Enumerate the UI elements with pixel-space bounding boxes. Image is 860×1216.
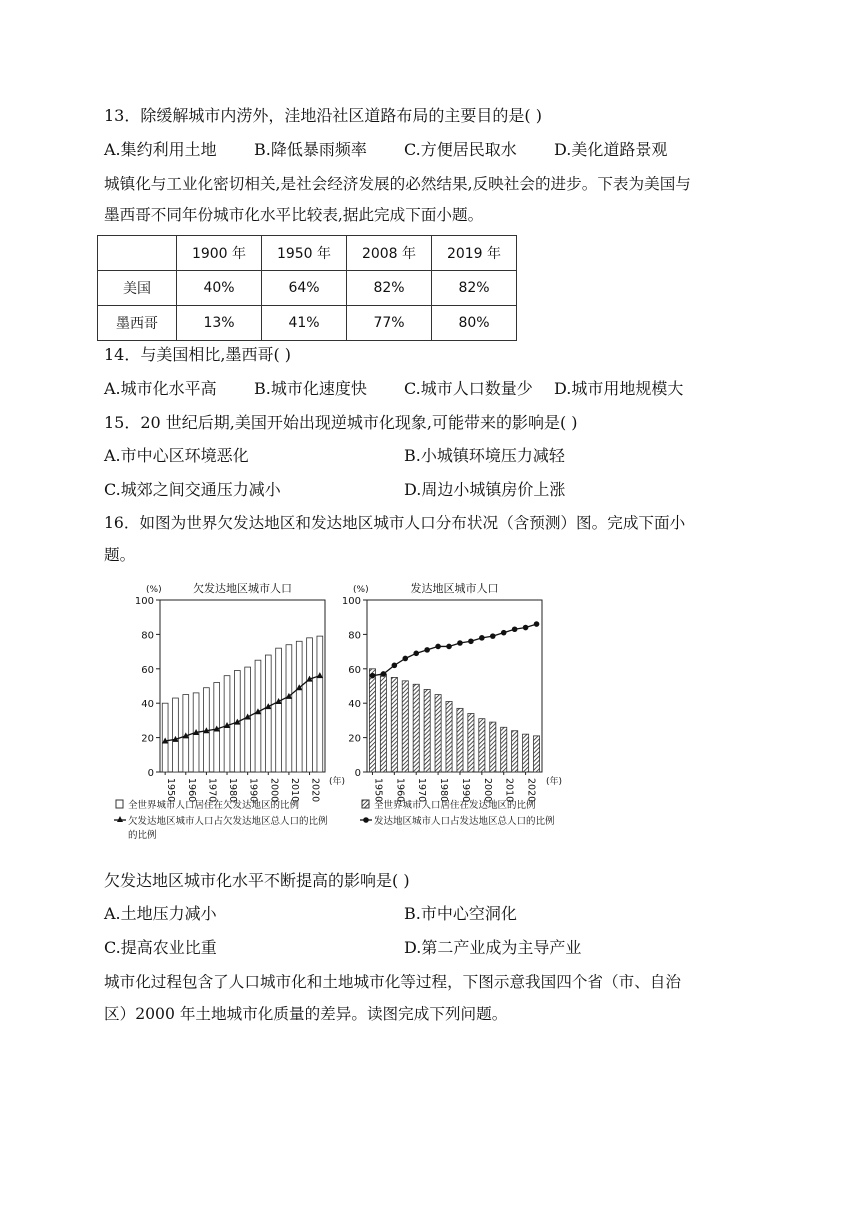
table-cell: 80% [432, 306, 517, 341]
intro-paragraph-1-line-2: 墨西哥不同年份城市化水平比较表,据此完成下面小题。 [104, 206, 484, 224]
bar [446, 701, 452, 772]
legend-label: 全世界城市人口居住在欠发达地区的比例 [128, 800, 300, 811]
bar [402, 681, 408, 772]
x-tick-label: 1980 [227, 778, 239, 803]
q15-option-c[interactable]: C.城郊之间交通压力减小 [104, 480, 281, 499]
bar [286, 645, 292, 772]
y-tick-label: 60 [141, 664, 154, 676]
q16-option-c[interactable]: C.提高农业比重 [104, 938, 217, 957]
x-tick-label: 1970 [206, 778, 218, 803]
table-cell: 77% [347, 306, 432, 341]
legend-swatch-open-bar [116, 800, 123, 808]
q13-option-a[interactable]: A.集约利用土地 [104, 140, 217, 159]
legend-swatch-hatched-bar [362, 800, 369, 808]
line-point [457, 640, 463, 646]
x-tick-label: 1950 [165, 778, 177, 803]
x-tick-label: 1950 [372, 778, 384, 803]
table-header-cell: 2008 年 [347, 236, 432, 271]
bar [391, 677, 397, 772]
table-header-cell [98, 236, 177, 271]
bar [490, 722, 496, 772]
y-tick-label: 80 [141, 630, 154, 642]
table-cell: 82% [432, 271, 517, 306]
line-point [381, 671, 387, 677]
bar [435, 695, 441, 772]
table-cell: 41% [262, 306, 347, 341]
q15-option-a[interactable]: A.市中心区环境恶化 [104, 446, 249, 465]
q16-intro-line-2: 题。 [104, 546, 136, 564]
table-header-cell: 1950 年 [262, 236, 347, 271]
bar [317, 636, 323, 772]
chart-legend [114, 799, 555, 841]
table-cell: 40% [177, 271, 262, 306]
line-point [413, 651, 419, 657]
x-tick-label: 2020 [525, 778, 537, 803]
y-tick-label: 100 [134, 596, 154, 607]
q15-option-d[interactable]: D.周边小城镇房价上涨 [404, 480, 566, 499]
line-point [370, 673, 376, 679]
line-point [501, 630, 507, 636]
urbanization-table [97, 235, 517, 341]
line-point [468, 638, 474, 644]
x-axis-unit-label: (年) [329, 777, 346, 787]
line-point [523, 625, 529, 631]
y-tick-label: 40 [348, 699, 361, 711]
bar [296, 641, 302, 772]
bar [307, 638, 313, 772]
q15-option-b[interactable]: B.小城镇环境压力减轻 [404, 446, 565, 465]
q14-option-d[interactable]: D.城市用地规模大 [554, 379, 684, 398]
bar [457, 708, 463, 772]
q14-option-c[interactable]: C.城市人口数量少 [404, 379, 533, 398]
table-row [98, 306, 517, 341]
q16-option-d[interactable]: D.第二产业成为主导产业 [404, 938, 582, 957]
urban-population-figure [110, 578, 610, 847]
q13-option-c[interactable]: C.方便居民取水 [404, 140, 517, 159]
table-header-cell: 1900 年 [177, 236, 262, 271]
legend-label: 全世界城市人口居住在发达地区的比例 [374, 800, 536, 811]
legend-label-continuation: 的比例 [128, 830, 157, 841]
y-tick-label: 100 [341, 596, 361, 607]
x-tick-label: 1990 [247, 778, 259, 803]
bar [255, 660, 261, 772]
intro-paragraph-1-line-1: 城镇化与工业化密切相关,是社会经济发展的必然结果,反映社会的进步。下表为美国与 [104, 175, 691, 193]
q13-option-b[interactable]: B.降低暴雨频率 [254, 140, 367, 159]
table-cell: 82% [347, 271, 432, 306]
legend-circle-marker [363, 817, 369, 823]
bar [479, 719, 485, 772]
bar [245, 667, 251, 772]
line-point [424, 647, 430, 653]
q16-option-a[interactable]: A.土地压力减小 [104, 904, 217, 923]
q13-option-d[interactable]: D.美化道路景观 [554, 140, 668, 159]
intro-paragraph-2-line-1: 城市化过程包含了人口城市化和土地城市化等过程，下图示意我国四个省（市、自治 [104, 973, 681, 991]
line-point [392, 663, 398, 669]
table-cell: 美国 [98, 271, 177, 306]
q16-option-b[interactable]: B.市中心空洞化 [404, 904, 517, 923]
x-tick-label: 2010 [503, 778, 515, 803]
x-tick-label: 2000 [481, 778, 493, 803]
y-tick-label: 60 [348, 664, 361, 676]
bar [512, 731, 518, 772]
y-tick-label: 80 [348, 630, 361, 642]
line-point [435, 644, 441, 650]
developed-regions-chart [342, 581, 562, 802]
x-tick-label: 2020 [309, 778, 321, 803]
bar [533, 736, 539, 772]
y-tick-label: 0 [354, 768, 361, 779]
bar [424, 689, 430, 772]
bar [468, 714, 474, 772]
table-cell: 13% [177, 306, 262, 341]
bar [265, 655, 271, 772]
chart-title: 发达地区城市人口 [410, 582, 499, 595]
bar [523, 734, 529, 772]
series-line [372, 624, 536, 676]
q14-option-a[interactable]: A.城市化水平高 [104, 379, 217, 398]
bar [413, 684, 419, 772]
y-tick-label: 40 [141, 699, 154, 711]
bar [369, 669, 375, 772]
q15-stem: 15．20 世纪后期,美国开始出现逆城市化现象,可能带来的影响是( ) [104, 413, 578, 432]
x-tick-label: 1980 [438, 778, 450, 803]
q16-stem: 欠发达地区城市化水平不断提高的影响是( ) [104, 871, 410, 890]
chart-title: 欠发达地区城市人口 [193, 582, 292, 595]
legend-triangle-marker [117, 816, 123, 822]
x-tick-label: 1960 [185, 778, 197, 803]
urban-population-charts [110, 578, 610, 843]
bar [173, 698, 179, 772]
line-point [402, 656, 408, 662]
q13-stem: 13．除缓解城市内涝外，洼地沿社区道路布局的主要目的是( ) [104, 106, 542, 125]
line-point [490, 633, 496, 639]
bar [501, 727, 507, 772]
x-tick-label: 1990 [459, 778, 471, 803]
table-header-cell: 2019 年 [432, 236, 517, 271]
legend-label: 欠发达地区城市人口占欠发达地区总人口的比例 [128, 816, 328, 827]
y-axis-unit-label: (%) [353, 585, 369, 595]
q16-intro-line-1: 16．如图为世界欠发达地区和发达地区城市人口分布状况（含预测）图。完成下面小 [104, 514, 686, 532]
x-tick-label: 1970 [416, 778, 428, 803]
y-tick-label: 20 [348, 733, 361, 745]
table-row [98, 271, 517, 306]
y-tick-label: 0 [147, 768, 154, 779]
bar [276, 648, 282, 772]
developing-regions-chart [135, 581, 345, 802]
table-header-row [98, 236, 517, 271]
q14-stem: 14．与美国相比,墨西哥( ) [104, 345, 292, 364]
y-tick-label: 20 [141, 733, 154, 745]
table-cell: 64% [262, 271, 347, 306]
x-axis-unit-label: (年) [546, 777, 563, 787]
y-axis-unit-label: (%) [146, 585, 162, 595]
bar [380, 674, 386, 772]
x-tick-label: 1960 [394, 778, 406, 803]
line-point [446, 644, 452, 650]
line-point [512, 626, 518, 632]
legend-label: 发达地区城市人口占发达地区总人口的比例 [374, 816, 555, 827]
line-point [479, 635, 485, 641]
line-point [534, 621, 540, 627]
x-tick-label: 2010 [288, 778, 300, 803]
table-cell: 墨西哥 [98, 306, 177, 341]
q14-option-b[interactable]: B.城市化速度快 [254, 379, 367, 398]
intro-paragraph-2-line-2: 区）2000 年土地城市化质量的差异。读图完成下列问题。 [104, 1005, 508, 1023]
x-tick-label: 2000 [268, 778, 280, 803]
